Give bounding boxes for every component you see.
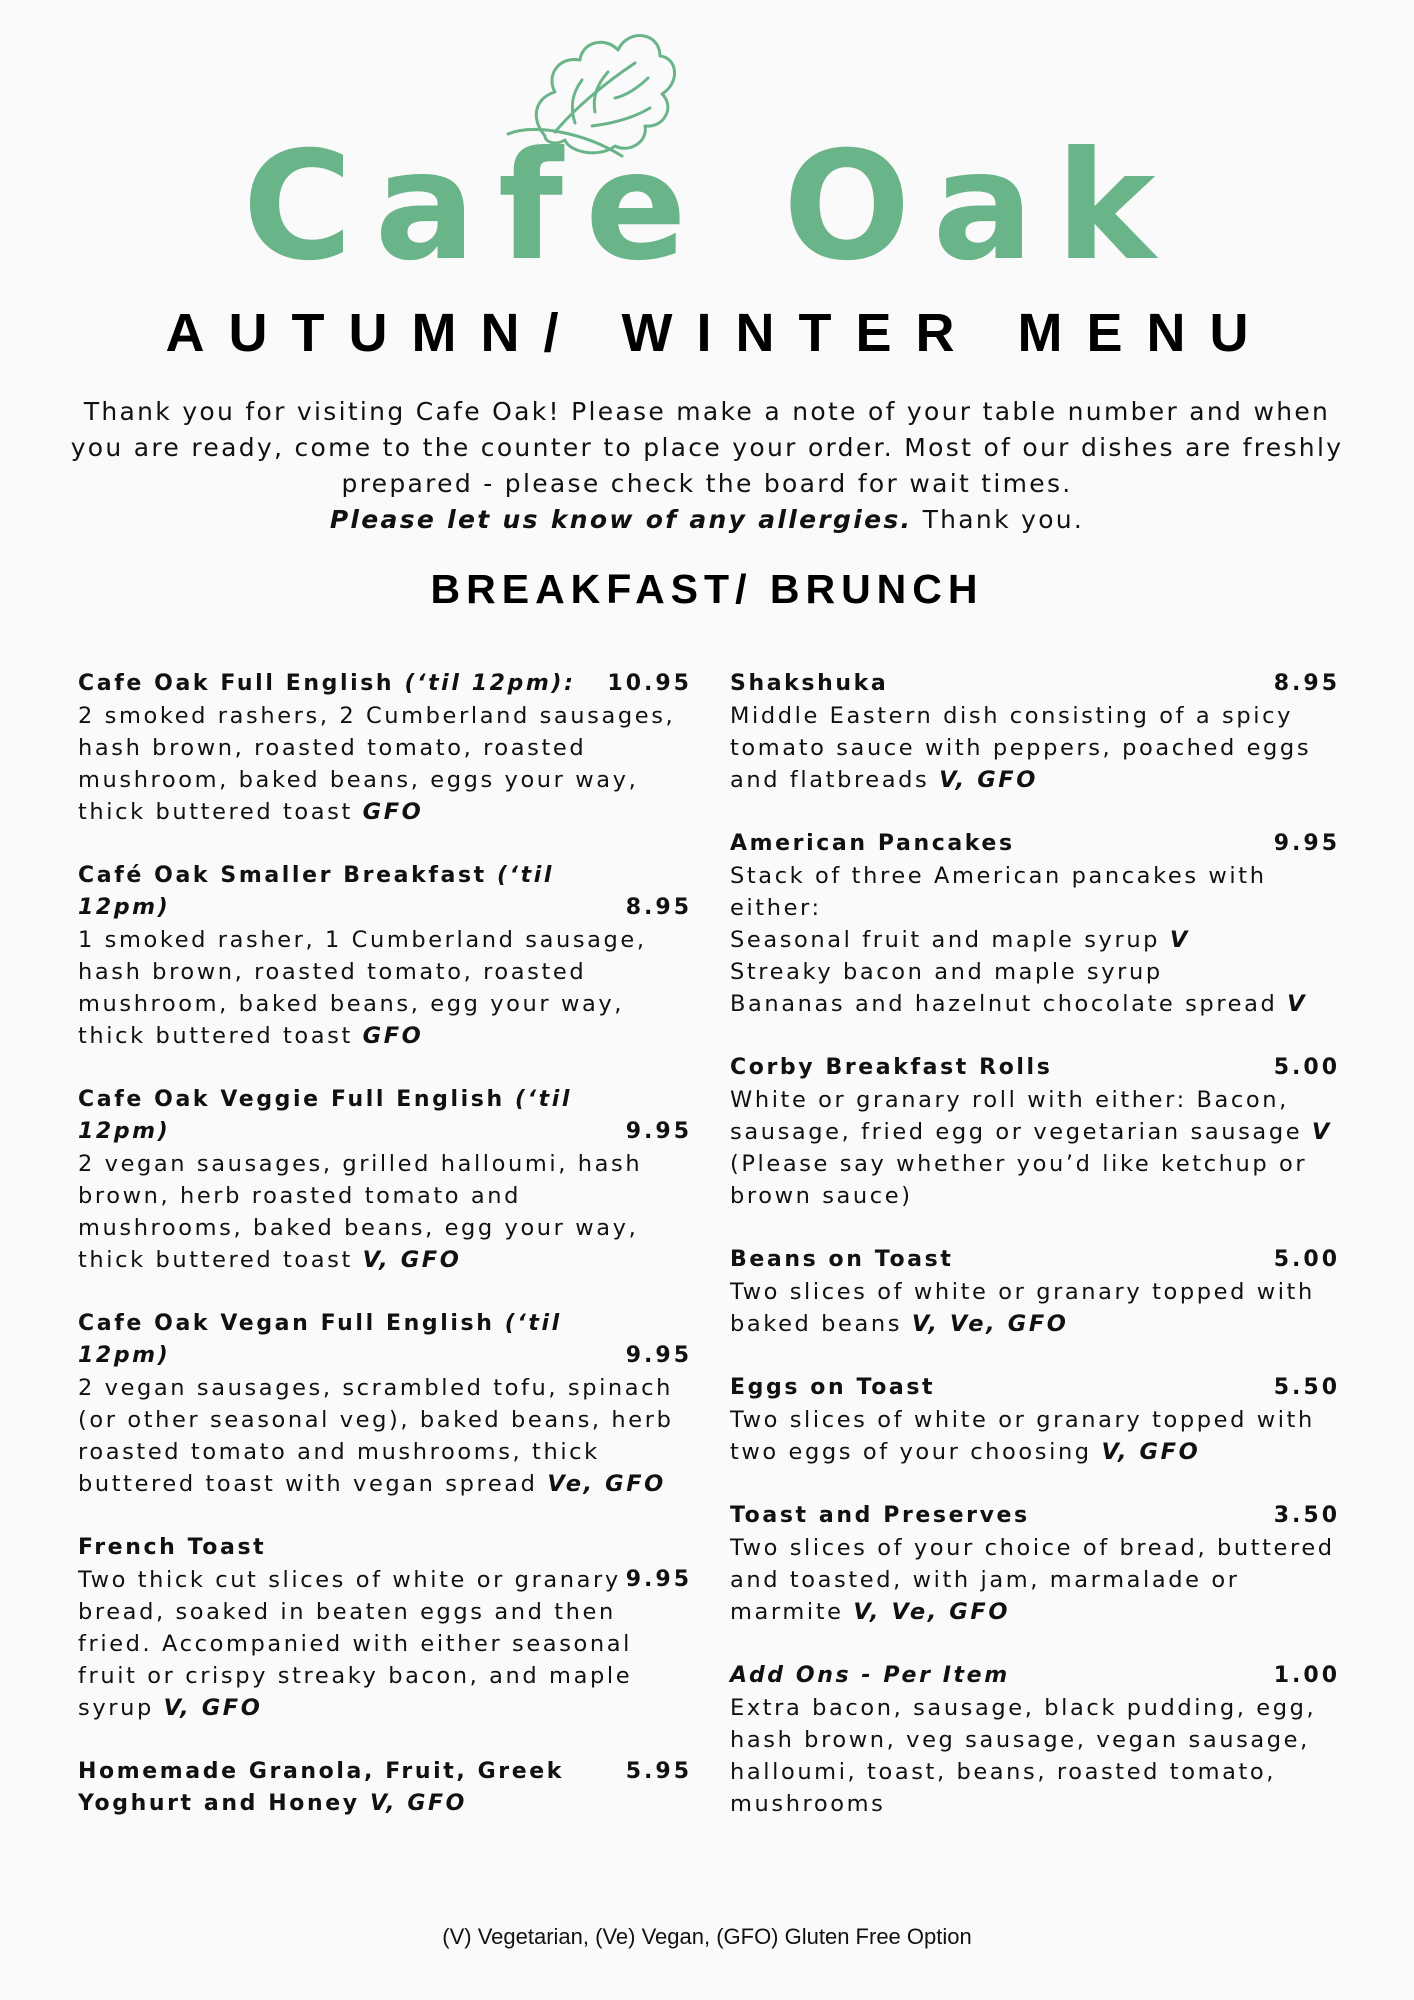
dietary-key: (V) Vegetarian, (Ve) Vegan, (GFO) Gluten Free Option [442, 1924, 972, 1949]
section-title: BREAKFAST/ BRUNCH [430, 566, 984, 612]
item-name [730, 1244, 1340, 1276]
dietary-tags: V [1169, 927, 1190, 953]
dietary-tags: V [1311, 1119, 1332, 1145]
description-text: Extra bacon, sausage, black pudding, egg, hash brown, veg sausage, vegan sausage, halloumi, toast, beans, roasted tomato, mushrooms [730, 1695, 1317, 1817]
item-name [78, 1308, 692, 1372]
description-text: 2 vegan sausages, scrambled tofu, spinach (or other seasonal veg), baked beans, herb roasted tomato and mushrooms, thick buttered toast with vegan spread [78, 1375, 674, 1497]
description-text: 2 smoked rashers, 2 Cumberland sausages, hash brown, roasted tomato, roasted mushroom, baked beans, eggs your way, thick buttered toast [78, 703, 676, 825]
item-description-line [730, 924, 1340, 956]
item-name-text: American Pancakes [730, 831, 1015, 856]
menu-item [730, 1372, 1340, 1468]
item-description-line [730, 956, 1340, 988]
intro-body: Thank you for visiting Cafe Oak! Please make a note of your table number and when you are ready, come to the counter to place your order. Most of our dishes are freshly prepared - please check the board for wait times. [70, 397, 1344, 498]
item-name [730, 1660, 1340, 1692]
menu-column-left [78, 668, 692, 1852]
menu-item [78, 1084, 692, 1276]
menu-item [730, 668, 1340, 796]
menu-item [78, 668, 692, 828]
item-price: 8.95 [625, 895, 692, 920]
dietary-tags: V, GFO [163, 1695, 263, 1721]
menu-column-right [730, 668, 1340, 1852]
item-name-qualifier: (‘til 12pm) [78, 863, 555, 920]
item-name-text: Shakshuka [730, 671, 889, 696]
item-name-text: Cafe Oak Veggie Full English [78, 1087, 516, 1112]
menu-item [78, 1756, 692, 1820]
item-name-text: French Toast [78, 1535, 267, 1560]
item-price: 8.95 [1273, 671, 1340, 696]
cafe-oak-logo [242, 28, 1178, 298]
item-name-text: Café Oak Smaller Breakfast [78, 863, 498, 888]
dietary-tags: V [1287, 991, 1308, 1017]
item-name [730, 1500, 1340, 1532]
menu-item [730, 1244, 1340, 1340]
item-name-qualifier: (‘til 12pm) [78, 1087, 573, 1144]
description-text: Streaky bacon and maple syrup [730, 959, 1163, 985]
description-text: Two slices of your choice of bread, buttered and toasted, with jam, marmalade or marmite [730, 1535, 1335, 1625]
brand-name: Cafe Oak [242, 120, 1178, 294]
item-name-text: Cafe Oak Vegan Full English [78, 1311, 505, 1336]
description-text: Seasonal fruit and maple syrup [730, 927, 1161, 953]
item-name [730, 668, 1340, 700]
item-name [78, 668, 692, 700]
item-price: 9.95 [625, 1343, 692, 1368]
dietary-tags: GFO [362, 1023, 424, 1049]
menu-item [730, 1500, 1340, 1628]
dietary-tags: V, Ve, GFO [853, 1599, 1011, 1625]
item-name [730, 1052, 1340, 1084]
intro-text [60, 394, 1354, 538]
item-price: 9.95 [625, 1119, 692, 1144]
item-description-line [730, 988, 1340, 1020]
item-name [78, 860, 692, 924]
item-name [78, 1756, 692, 1820]
item-description [78, 1148, 692, 1276]
item-description [78, 1564, 692, 1724]
intro-thanks: Thank you. [922, 505, 1085, 534]
item-description [730, 1276, 1340, 1340]
oak-leaf-logo-icon [242, 28, 1178, 298]
item-description [78, 1372, 692, 1500]
item-description [730, 1404, 1340, 1468]
item-description [78, 924, 692, 1052]
item-name-qualifier: (‘til 12pm) [78, 1311, 562, 1368]
item-price: 1.00 [1273, 1663, 1340, 1688]
item-name-qualifier: Add Ons - Per Item [730, 1663, 1010, 1688]
menu-item [78, 1532, 692, 1724]
dietary-tags: V, GFO [939, 767, 1038, 793]
description-text: Stack of three American pancakes with either: [730, 863, 1267, 921]
item-name [78, 1532, 692, 1564]
item-name-text: Homemade Granola, Fruit, Greek Yoghurt and Honey [78, 1759, 564, 1816]
menu-item [730, 828, 1340, 1020]
description-text: Two thick cut slices of white or granary bread, soaked in beaten eggs and then fried. Accompanied with either seasonal fruit or crispy streaky bacon, and maple syrup [78, 1567, 633, 1721]
item-name-text: Corby Breakfast Rolls [730, 1055, 1053, 1080]
item-price: 5.00 [1273, 1247, 1340, 1272]
item-description [730, 1692, 1340, 1820]
menu-item [730, 1660, 1340, 1820]
description-text: White or granary roll with either: Bacon, sausage, fried egg or vegetarian sausage [730, 1087, 1303, 1145]
item-name [730, 1372, 1340, 1404]
item-price: 3.50 [1273, 1503, 1340, 1528]
description-text: Bananas and hazelnut chocolate spread [730, 991, 1278, 1017]
description-text: 1 smoked rasher, 1 Cumberland sausage, hash brown, roasted tomato, roasted mushroom, baked beans, egg your way, thick buttered toast [78, 927, 647, 1049]
item-name [730, 828, 1340, 860]
description-text: Middle Eastern dish consisting of a spicy tomato sauce with peppers, poached eggs and flatbreads [730, 703, 1312, 793]
item-name-text: Eggs on Toast [730, 1375, 936, 1400]
item-description [730, 1084, 1340, 1148]
item-note: (Please say whether you’d like ketchup or brown sauce) [730, 1151, 1308, 1209]
item-price: 10.95 [607, 671, 692, 696]
menu-item [78, 1308, 692, 1500]
item-price: 9.95 [625, 1567, 692, 1592]
menu-item [730, 1052, 1340, 1212]
item-description [730, 700, 1340, 796]
dietary-tags: V, GFO [362, 1247, 462, 1273]
item-name-text: Cafe Oak Full English [78, 671, 405, 696]
allergy-note: Please let us know of any allergies. [329, 505, 913, 534]
menu-title: AUTUMN/ WINTER MENU [165, 303, 1273, 363]
item-price: 5.00 [1273, 1055, 1340, 1080]
dietary-tags: Ve, GFO [547, 1471, 666, 1497]
item-price: 9.95 [1273, 831, 1340, 856]
description-text: 2 vegan sausages, grilled halloumi, hash brown, herb roasted tomato and mushrooms, baked beans, egg your way, thick buttered toast [78, 1151, 643, 1273]
item-description [730, 1532, 1340, 1628]
menu-item [78, 860, 692, 1052]
description-text: Two slices of white or granary topped with two eggs of your choosing [730, 1407, 1315, 1465]
description-text: Two slices of white or granary topped with baked beans [730, 1279, 1315, 1337]
item-price: 5.50 [1273, 1375, 1340, 1400]
dietary-tags: V, Ve, GFO [911, 1311, 1069, 1337]
item-description-line [730, 860, 1340, 924]
item-name-qualifier: (‘til 12pm): [404, 671, 576, 696]
item-name-text: Beans on Toast [730, 1247, 954, 1272]
item-name-qualifier: V, GFO [369, 1791, 467, 1816]
item-name [78, 1084, 692, 1148]
dietary-tags: GFO [362, 799, 424, 825]
item-name-text: Toast and Preserves [730, 1503, 1030, 1528]
dietary-tags: V, GFO [1101, 1439, 1201, 1465]
item-price: 5.95 [625, 1759, 692, 1784]
item-description [78, 700, 692, 828]
